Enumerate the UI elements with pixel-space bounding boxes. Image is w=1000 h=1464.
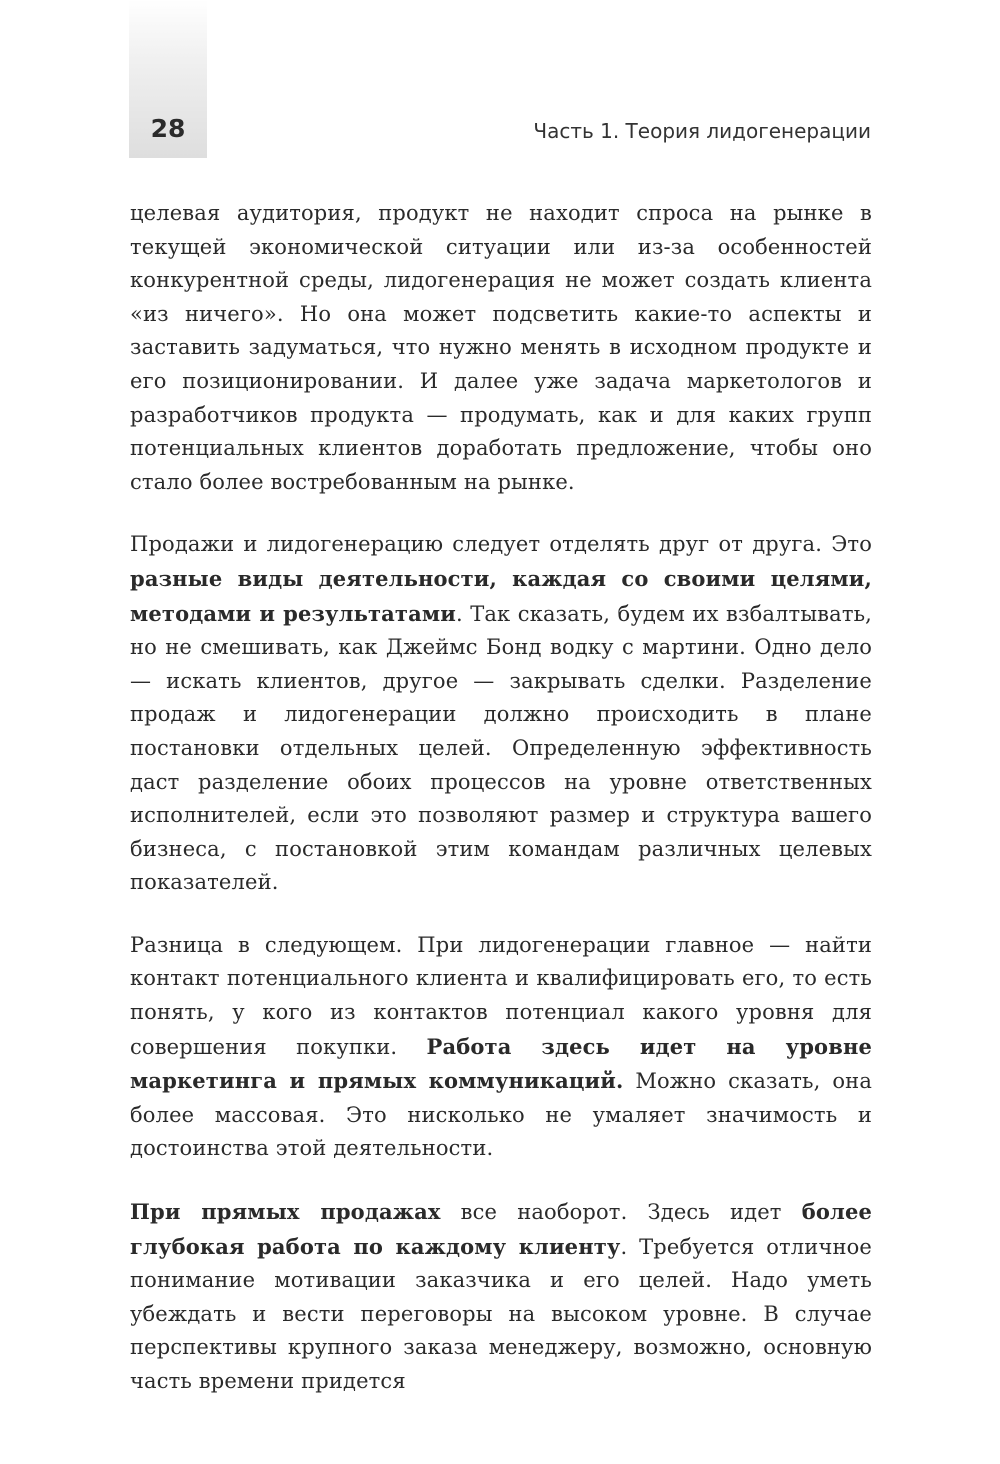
running-head: Часть 1. Теория лидогенерации [533,119,871,143]
paragraph [130,1195,872,1399]
text-segment: все наоборот. Здесь идет [440,1200,802,1225]
bold-text-segment: Работа здесь идет на уровне маркетинга и прямых коммуникаций. [130,1033,872,1094]
paragraph [130,528,872,900]
paragraph [130,929,872,1166]
bold-text-segment: разные виды деятельности, каждая со своими целями, методами и результатами [130,565,872,626]
text-segment: . Требуется отличное понимание мотивации заказчика и его целей. Надо уметь убеждать и вести переговоры на высоком уровне. В случае перспективы крупного заказа менеджеру, возможно, основную часть времени придется [130,1234,872,1393]
text-segment: Можно сказать, она более массовая. Это нисколько не умаляет значимость и достоинства этой деятельности. [130,1069,872,1161]
text-segment: целевая аудитория, продукт не находит спроса на рынке в текущей экономической ситуации или из-за особенностей конкурентной среды, лидогенерация не может создать клиента «из ничего». Но она может подсветить какие-то аспекты и заставить задуматься, что нужно менять в исходном продукте и его позиционировании. И далее уже задача маркетологов и разработчиков продукта — продумать, как и для каких групп потенциальных клиентов доработать предложение, чтобы оно стало более востребованным на рынке. [130,201,872,494]
bold-text-segment: более глубокая работа по каждому клиенту [130,1199,872,1259]
text-segment: . Так сказать, будем их взбалтывать, но не смешивать, как Джеймс Бонд водку с мартини. Одно дело — искать клиентов, другое — закрывать сделки. Разделение продаж и лидогенерации должно происходить в плане постановки отдельных целей. Определенную эффективность даст разделение обоих процессов на уровне ответственных исполнителей, если это позволяют размер и структура вашего бизнеса, с постановкой этим командам различных целевых показателей. [130,601,872,895]
text-segment: Разница в следующем. При лидогенерации главное — найти контакт потенциального клиента и квалифицировать его, то есть понять, у кого из контактов потенциал какого уровня для совершения покупки. [130,932,872,1059]
body-text [130,197,872,1428]
bold-text-segment: При прямых продажах [130,1199,441,1225]
page-number: 28 [150,114,186,143]
paragraph [130,197,872,499]
text-segment: Продажи и лидогенерацию следует отделять друг от друга. Это [130,532,872,557]
